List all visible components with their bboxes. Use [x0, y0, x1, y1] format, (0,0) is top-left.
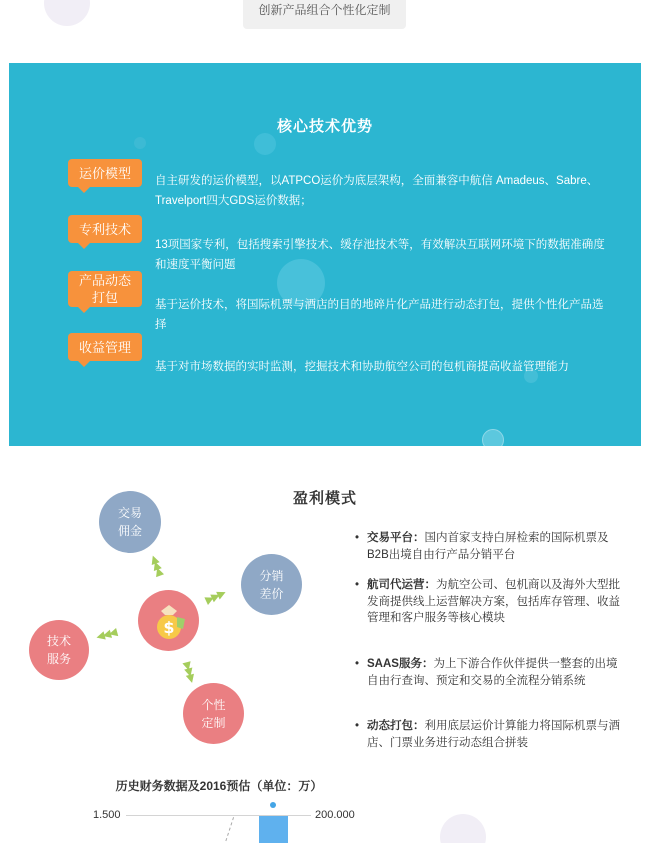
finance-left-axis-value: 1.500 [93, 809, 121, 821]
list-item [355, 577, 625, 627]
decorative-circle [44, 0, 90, 26]
item-head: SAAS服务： [367, 658, 434, 670]
finance-right-axis-value: 200.000 [315, 809, 355, 821]
item-head: 动态打包： [367, 720, 425, 732]
circle-tech-service [29, 620, 89, 680]
tech-label-dynamic-package: 产品动态打包 [68, 271, 142, 307]
top-strip [0, 0, 650, 62]
tech-label-revenue-mgmt: 收益管理 [68, 333, 142, 361]
circle-label: 技术服务 [46, 634, 71, 666]
finance-chart-title: 历史财务数据及2016预估（单位：万） [115, 779, 323, 793]
list-item [355, 656, 625, 689]
arrow-icon: ▶▶▶ [180, 660, 198, 683]
profit-section-title: 盈利模式 [292, 490, 357, 507]
finance-dashed-line [225, 817, 242, 843]
decorative-bubble [482, 429, 504, 446]
circle-label: 分销差价 [259, 568, 284, 601]
tech-desc-dynamic-package: 基于运价技术，将国际机票与酒店的目的地碎片化产品进行动态打包，提供个性化产品选择 [155, 299, 604, 331]
finance-bar [259, 816, 288, 843]
item-body: 国内首家支持白屏检索的国际机票及B2B出境自由行产品分销平台 [367, 532, 609, 561]
decorative-circle [440, 814, 486, 843]
money-bag-icon-graphic [147, 599, 191, 643]
tagline-box: 创新产品组合个性化定制 [243, 0, 406, 29]
decorative-bubble [134, 137, 146, 149]
arrow-icon: ◀◀◀ [147, 553, 166, 576]
circle-label: 交易佣金 [117, 506, 142, 538]
tech-desc-revenue-mgmt: 基于对市场数据的实时监测，挖掘技术和协助航空公司的包机商提高收益管理能力 [155, 361, 569, 373]
list-item [355, 718, 625, 751]
item-body: 利用底层运价计算能力将国际机票与酒店、门票业务进行动态组合拼装 [367, 720, 620, 749]
arrow-icon: ◀◀◀ [94, 626, 117, 644]
tech-desc-pricing-model: 自主研发的运价模型，以ATPCO运价为底层架构，全面兼容中航信 Amadeus、Sabre、Travelport四大GDS运价数据； [155, 175, 599, 207]
section-title: 核心技术优势 [276, 118, 373, 135]
money-bag-icon [138, 590, 199, 651]
svg-text:$: $ [162, 617, 175, 637]
circle-distribution-margin [241, 554, 302, 615]
circle-label: 个性定制 [201, 697, 226, 730]
list-item [355, 530, 625, 563]
tech-label-patent: 专利技术 [68, 215, 142, 243]
item-body: 为上下游合作伙伴提供一整套的出境自由行查询、预定和交易的全流程分销系统 [367, 658, 618, 687]
decorative-bubble [254, 133, 276, 155]
tech-label-pricing-model: 运价模型 [68, 159, 142, 187]
item-head: 航司代运营： [367, 579, 436, 591]
item-head: 交易平台： [367, 532, 425, 544]
item-body: 为航空公司、包机商以及海外大型批发商提供线上运营解决方案，包括库存管理、收益管理和客户服务等核心模块 [367, 579, 620, 624]
finance-line-point [270, 802, 276, 808]
circle-trade-commission [99, 491, 161, 553]
arrow-icon: ▶▶▶ [203, 587, 227, 607]
circle-customization [183, 683, 244, 744]
core-tech-section [9, 63, 641, 446]
tech-desc-patent: 13项国家专利，包括搜索引擎技术、缓存池技术等，有效解决互联网环境下的数据准确度和速度平衡问题 [155, 239, 605, 271]
